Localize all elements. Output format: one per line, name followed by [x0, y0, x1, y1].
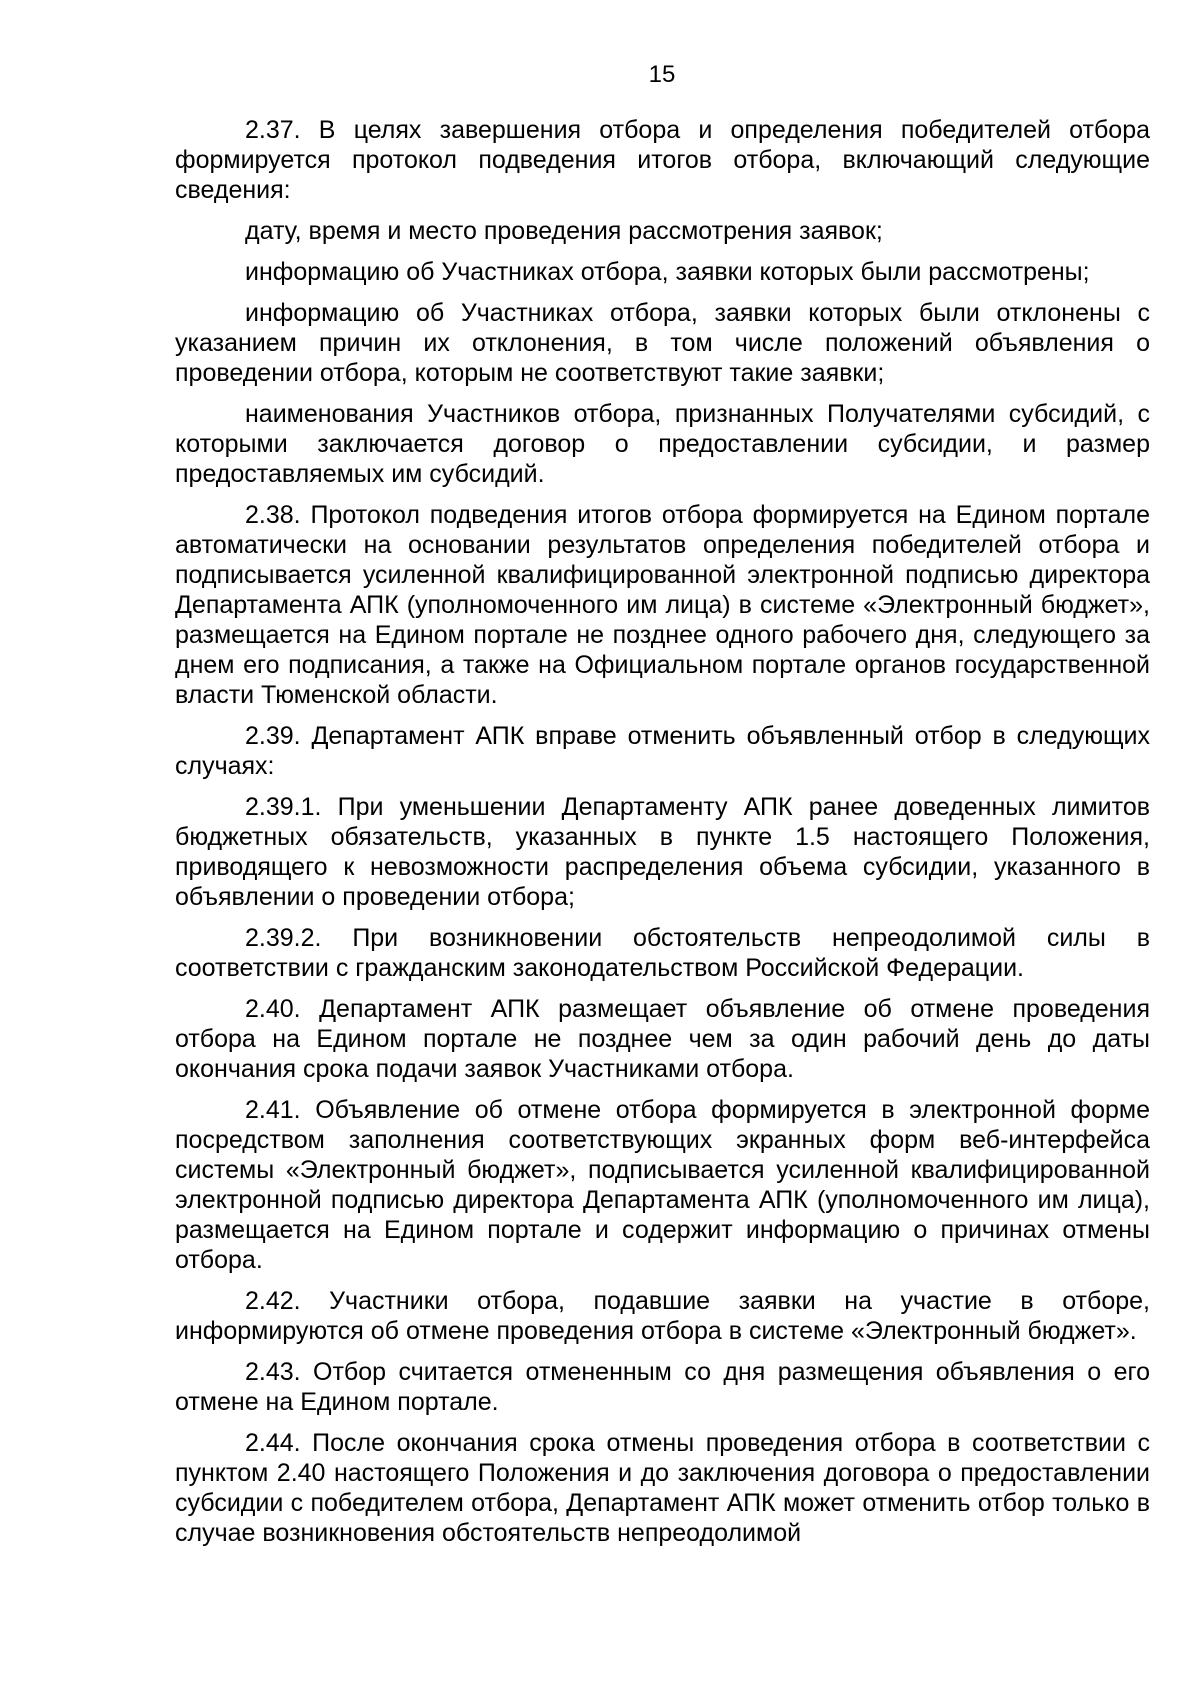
paragraph-item-reviewed: информацию об Участниках отбора, заявки которых были рассмотрены;	[245, 258, 1090, 286]
paragraph-item-rejected: информацию об Участниках отбора, заявки которых были отклонены с указанием причин их отклонения, в том числе положений объявления о проведении отбора, которым не соответствуют такие заявки;	[175, 299, 1150, 387]
page-number: 15	[648, 61, 676, 88]
paragraph-2-39-1: 2.39.1. При уменьшении Департаменту АПК ранее доведенных лимитов бюджетных обязательств, указанных в пункте 1.5 настоящего Положения, приводящего к невозможности распределения объема субсидии, указанного в объявлении о проведении отбора;	[175, 793, 1150, 911]
paragraph-2-40: 2.40. Департамент АПК размещает объявление об отмене проведения отбора на Едином портале не позднее чем за один рабочий день до даты окончания срока подачи заявок Участниками отбора.	[175, 995, 1150, 1083]
paragraph-item-recipients: наименования Участников отбора, признанных Получателями субсидий, с которыми заключается договор о предоставлении субсидии, и размер предоставляемых им субсидий.	[175, 400, 1150, 488]
paragraph-item-date: дату, время и место проведения рассмотрения заявок;	[245, 217, 883, 245]
document-body	[175, 115, 1150, 1559]
paragraph-2-43: 2.43. Отбор считается отмененным со дня размещения объявления о его отмене на Едином портале.	[175, 1358, 1150, 1416]
paragraph-2-42: 2.42. Участники отбора, подавшие заявки на участие в отборе, информируются об отмене проведения отбора в системе «Электронный бюджет».	[175, 1287, 1150, 1345]
paragraph-2-44: 2.44. После окончания срока отмены проведения отбора в соответствии с пунктом 2.40 настоящего Положения и до заключения договора о предоставлении субсидии с победителем отбора, Департамент АПК может отменить отбор только в случае возникновения обстоятельств непреодолимой	[175, 1429, 1150, 1547]
paragraph-2-41: 2.41. Объявление об отмене отбора формируется в электронной форме посредством заполнения соответствующих экранных форм веб-интерфейса системы «Электронный бюджет», подписывается усиленной квалифицированной электронной подписью директора Департамента АПК (уполномоченного им лица), размещается на Едином портале и содержит информацию о причинах отмены отбора.	[175, 1096, 1150, 1274]
paragraph-2-39: 2.39. Департамент АПК вправе отменить объявленный отбор в следующих случаях:	[175, 722, 1150, 780]
paragraph-2-39-2: 2.39.2. При возникновении обстоятельств непреодолимой силы в соответствии с гражданским законодательством Российской Федерации.	[175, 924, 1150, 982]
paragraph-2-38: 2.38. Протокол подведения итогов отбора формируется на Едином портале автоматически на основании результатов определения победителей отбора и подписывается усиленной квалифицированной электронной подписью директора Департамента АПК (уполномоченного им лица) в системе «Электронный бюджет», размещается на Едином портале не позднее одного рабочего дня, следующего за днем его подписания, а также на Официальном портале органов государственной власти Тюменской области.	[175, 501, 1150, 709]
paragraph-2-37: 2.37. В целях завершения отбора и определения победителей отбора формируется протокол подведения итогов отбора, включающий следующие сведения:	[175, 116, 1150, 204]
